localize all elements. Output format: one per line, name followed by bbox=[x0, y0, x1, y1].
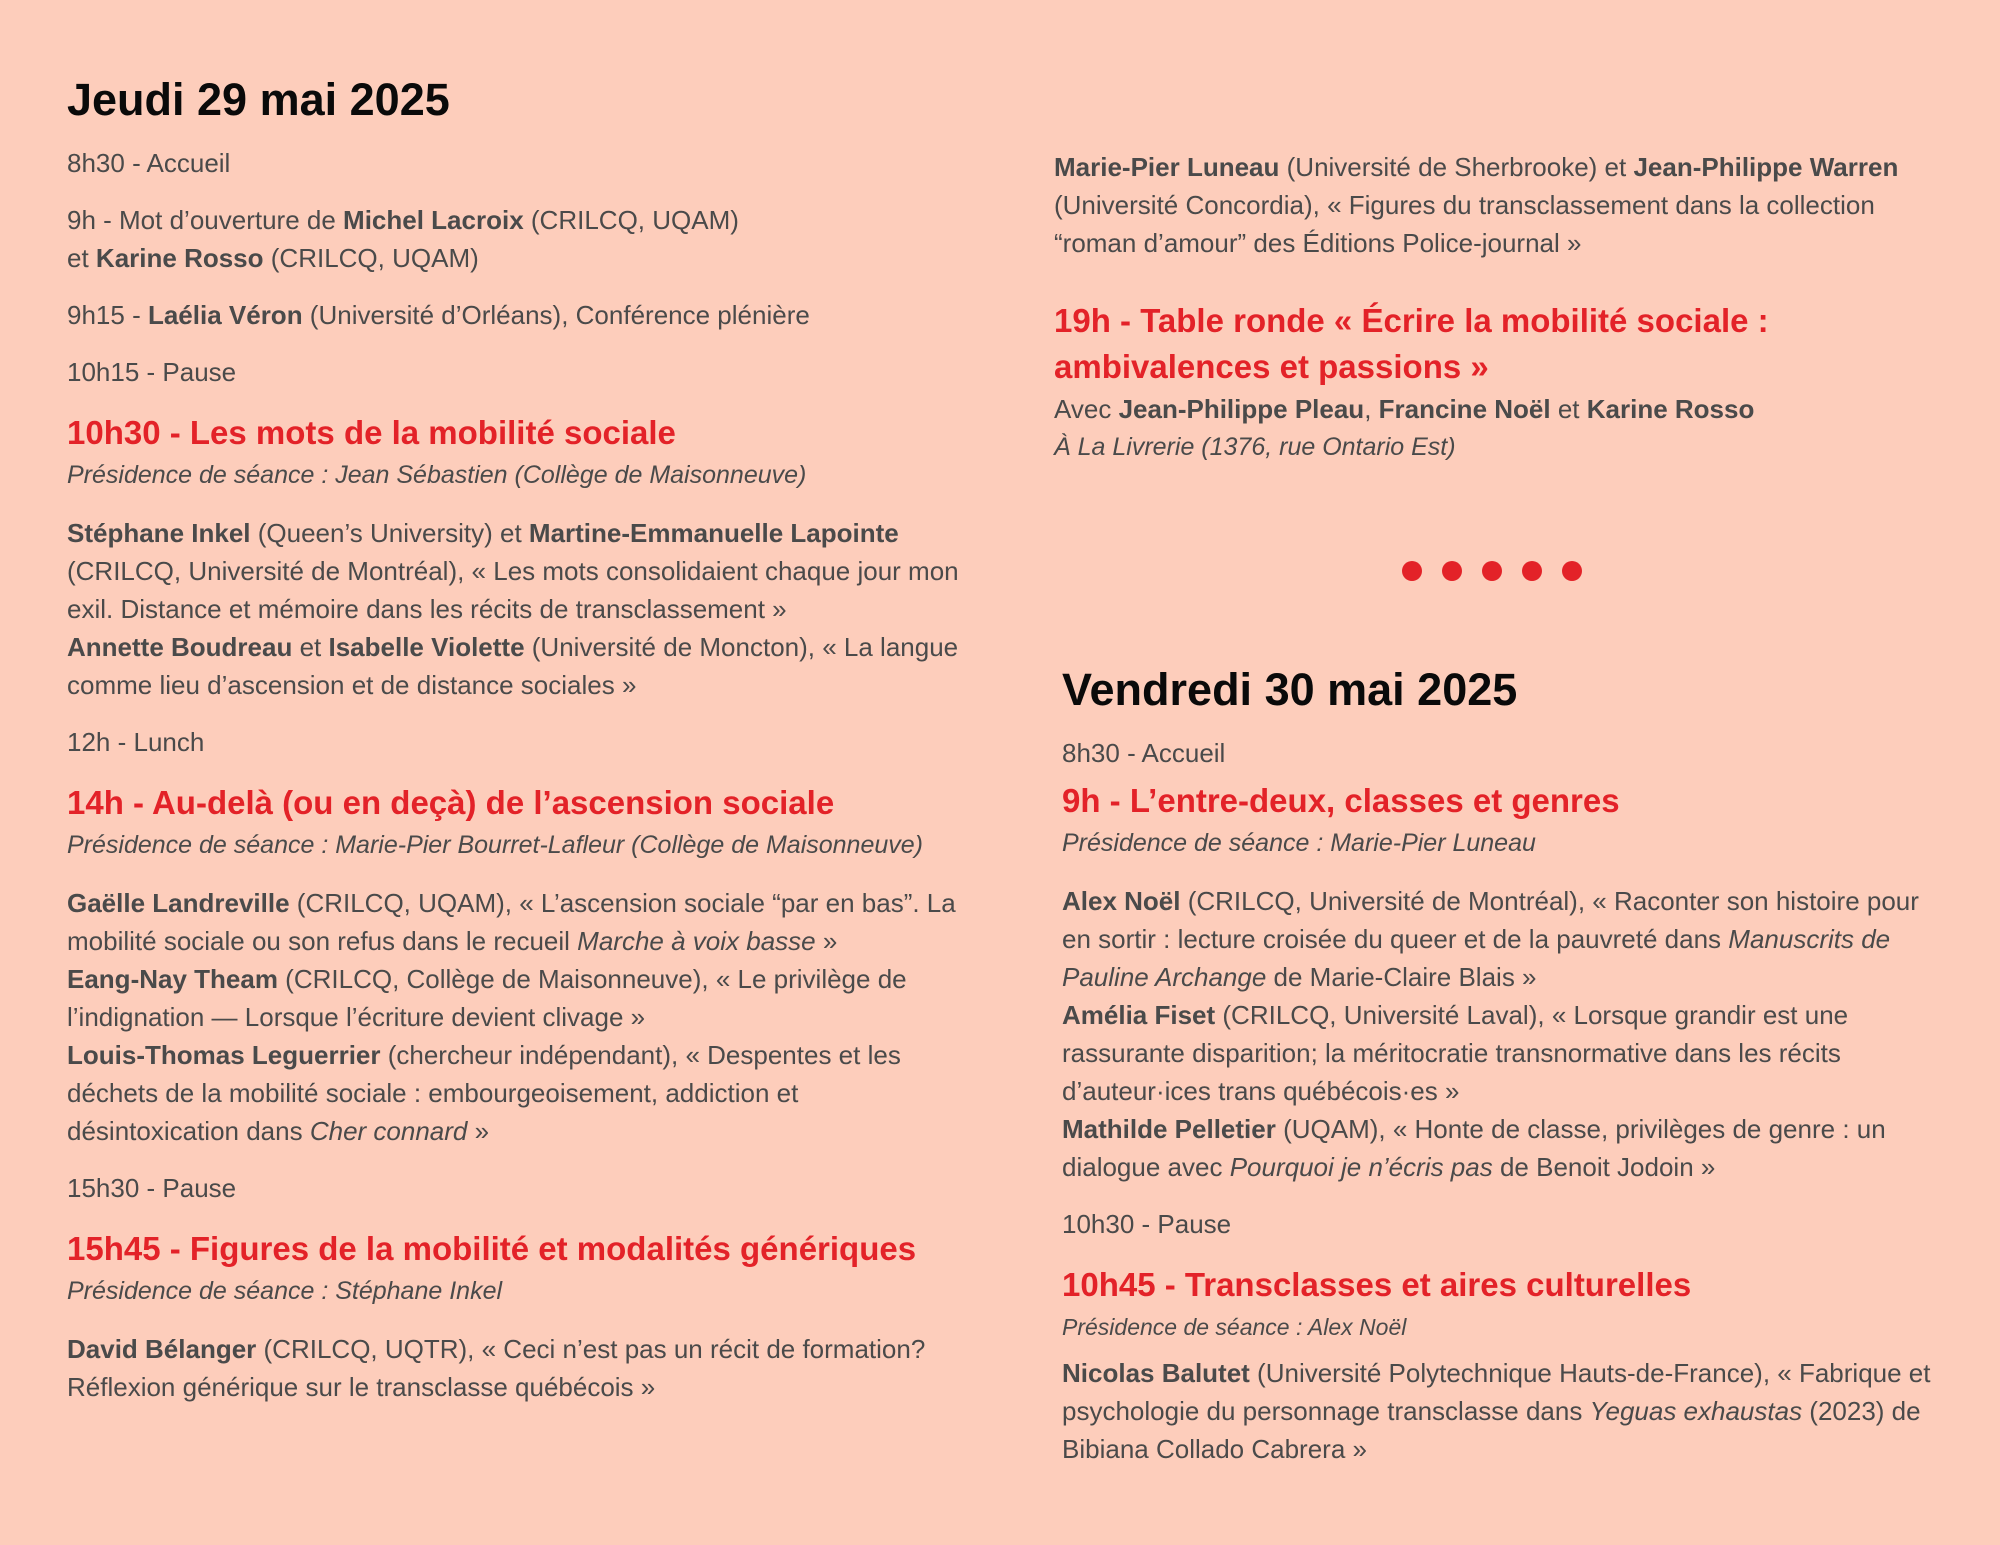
day2-title: Vendredi 30 mai 2025 bbox=[1062, 664, 1518, 715]
talk: David Bélanger (CRILCQ, UQTR), « Ceci n’est pas un récit de formation? Réflexion générique sur le transclasse québécois » bbox=[67, 1334, 926, 1403]
day1-session3-title: 15h45 - Figures de la mobilité et modalités génériques bbox=[67, 1230, 917, 1268]
day1-break1: 10h15 - Pause bbox=[67, 357, 237, 388]
dot-icon bbox=[1522, 561, 1542, 581]
talk: Annette Boudreau et Isabelle Violette (Université de Moncton), « La langue comme lieu d’ascension et de distance sociales » bbox=[67, 632, 959, 701]
talk: Stéphane Inkel (Queen’s University) et Martine-Emmanuelle Lapointe (CRILCQ, Université de Montréal), « Les mots consolidaient chaque jour mon exil. Distance et mémoire dans les récits de transclassement » bbox=[67, 518, 959, 625]
talk: Amélia Fiset (CRILCQ, Université Laval), « Lorsque grandir est une rassurante disparition; la méritocratie transnormative dans les récits d’auteur·ices trans québécois·es » bbox=[1062, 1000, 1849, 1107]
day1-opening: 9h - Mot d’ouverture de Michel Lacroix (CRILCQ, UQAM) et Karine Rosso (CRILCQ, UQAM) bbox=[67, 205, 739, 274]
day1-session2-title: 14h - Au-delà (ou en deçà) de l’ascension sociale bbox=[67, 784, 835, 822]
day1-session3-chair: Présidence de séance : Stéphane Inkel bbox=[67, 1277, 503, 1306]
day2-session1-talks bbox=[1062, 882, 1952, 1186]
day2-session1-chair: Présidence de séance : Marie-Pier Luneau bbox=[1062, 829, 1536, 858]
day1-continued-column bbox=[1054, 148, 1954, 486]
dot-icon bbox=[1442, 561, 1462, 581]
day1-session3-talks-continued bbox=[1054, 148, 1954, 262]
dot-icon bbox=[1402, 561, 1422, 581]
talk: Eang-Nay Theam (CRILCQ, Collège de Maisonneuve), « Le privilège de l’indignation — Lorsque l’écriture devient clivage » bbox=[67, 964, 907, 1033]
day1-plenary: 9h15 - Laélia Véron (Université d’Orléans), Conférence plénière bbox=[67, 300, 810, 331]
day2-session1-title: 9h - L’entre-deux, classes et genres bbox=[1062, 782, 1620, 820]
separator-dots bbox=[1402, 561, 1582, 581]
day1-session2-talks bbox=[67, 884, 967, 1150]
day1-welcome: 8h30 - Accueil bbox=[67, 148, 231, 179]
day2-session2-talks bbox=[1062, 1354, 1952, 1468]
day2-session2-title: 10h45 - Transclasses et aires culturelles bbox=[1062, 1266, 1692, 1304]
day2-column bbox=[1062, 662, 1952, 1487]
day1-session1-talks bbox=[67, 514, 967, 704]
talk: Mathilde Pelletier (UQAM), « Honte de classe, privilèges de genre : un dialogue avec Pourquoi je n’écris pas de Benoit Jodoin » bbox=[1062, 1114, 1886, 1183]
day2-session2-chair: Présidence de séance : Alex Noël bbox=[1062, 1314, 1407, 1341]
talk: Nicolas Balutet (Université Polytechnique Hauts-de-France), « Fabrique et psychologie du personnage transclasse dans Yeguas exhaustas (2023) de Bibiana Collado Cabrera » bbox=[1062, 1358, 1931, 1465]
talk: Alex Noël (CRILCQ, Université de Montréal), « Raconter son histoire pour en sortir : lecture croisée du queer et de la pauvreté dans Manuscrits de Pauline Archange de Marie-Claire Blais » bbox=[1062, 886, 1919, 993]
day1-session1-chair: Présidence de séance : Jean Sébastien (Collège de Maisonneuve) bbox=[67, 461, 807, 490]
talk: Marie-Pier Luneau (Université de Sherbrooke) et Jean-Philippe Warren (Université Concordia), « Figures du transclassement dans la collection “roman d’amour” des Éditions Police-journal » bbox=[1054, 152, 1899, 258]
day1-roundtable-title: 19h - Table ronde « Écrire la mobilité sociale : ambivalences et passions » bbox=[1054, 302, 1769, 385]
day1-session1-title: 10h30 - Les mots de la mobilité sociale bbox=[67, 414, 676, 452]
day1-session3-talks bbox=[67, 1330, 967, 1406]
day1-roundtable-place: À La Livrerie (1376, rue Ontario Est) bbox=[1054, 433, 1456, 461]
dot-icon bbox=[1562, 561, 1582, 581]
day1-lunch: 12h - Lunch bbox=[67, 727, 205, 758]
day1-break2: 15h30 - Pause bbox=[67, 1173, 237, 1204]
day2-break1: 10h30 - Pause bbox=[1062, 1209, 1232, 1240]
day2-welcome: 8h30 - Accueil bbox=[1062, 738, 1226, 769]
dot-icon bbox=[1482, 561, 1502, 581]
day1-title: Jeudi 29 mai 2025 bbox=[67, 74, 450, 125]
day1-session2-chair: Présidence de séance : Marie-Pier Bourret-Lafleur (Collège de Maisonneuve) bbox=[67, 831, 923, 860]
day1-column bbox=[67, 72, 967, 1425]
day1-roundtable-panel: Avec Jean-Philippe Pleau, Francine Noël et Karine Rosso bbox=[1054, 394, 1755, 424]
talk: Louis-Thomas Leguerrier (chercheur indépendant), « Despentes et les déchets de la mobilité sociale : embourgeoisement, addiction et désintoxication dans Cher connard » bbox=[67, 1040, 901, 1147]
talk: Gaëlle Landreville (CRILCQ, UQAM), « L’ascension sociale “par en bas”. La mobilité sociale ou son refus dans le recueil Marche à voix basse » bbox=[67, 888, 956, 957]
